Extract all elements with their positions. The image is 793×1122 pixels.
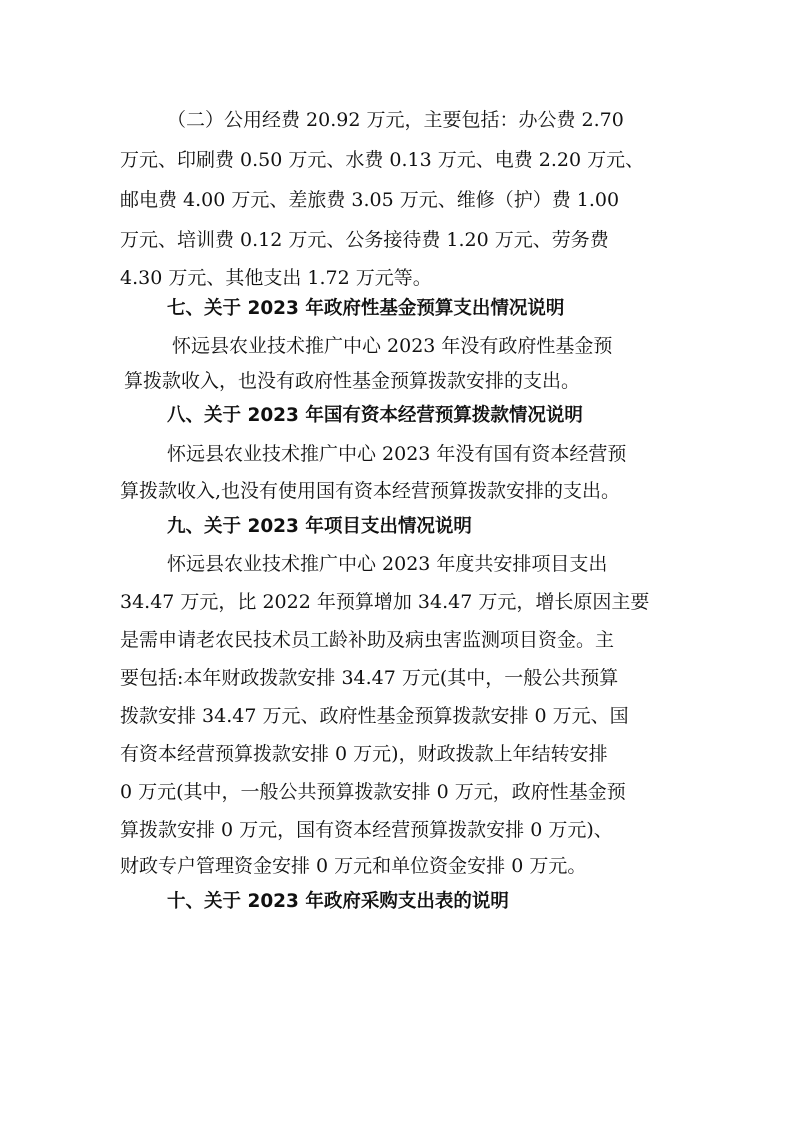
- paragraph-line: 34.47 万元，比 2022 年预算增加 34.47 万元，增长原因主要: [120, 591, 650, 613]
- paragraph-line: 财政专户管理资金安排 0 万元和单位资金安排 0 万元。: [120, 855, 587, 877]
- paragraph-line: 4.30 万元、其他支出 1.72 万元等。: [120, 267, 432, 289]
- paragraph-line: 万元、印刷费 0.50 万元、水费 0.13 万元、电费 2.20 万元、: [120, 149, 645, 171]
- section-heading-10: 十、关于 2023 年政府采购支出表的说明: [167, 891, 509, 912]
- paragraph-line: 算拨款收入,也没有使用国有资本经营预算拨款安排的支出。: [120, 480, 621, 502]
- section-heading-7: 七、关于 2023 年政府性基金预算支出情况说明: [167, 298, 565, 319]
- paragraph-line: 怀远县农业技术推广中心 2023 年没有国有资本经营预: [167, 443, 627, 465]
- paragraph-line: 0 万元(其中，一般公共预算拨款安排 0 万元，政府性基金预: [120, 781, 626, 803]
- paragraph-line: 算拨款安排 0 万元，国有资本经营预算拨款安排 0 万元)、: [120, 819, 613, 841]
- paragraph-line: 有资本经营预算拨款安排 0 万元)，财政拨款上年结转安排: [120, 743, 608, 765]
- paragraph-line: 邮电费 4.00 万元、差旅费 3.05 万元、维修（护）费 1.00: [120, 189, 620, 211]
- paragraph-line: 怀远县农业技术推广中心 2023 年没有政府性基金预: [172, 335, 613, 357]
- paragraph-line: （二）公用经费 20.92 万元，主要包括：办公费 2.70: [167, 109, 624, 131]
- paragraph-line: 拨款安排 34.47 万元、政府性基金预算拨款安排 0 万元、国: [120, 705, 629, 727]
- paragraph-line: 万元、培训费 0.12 万元、公务接待费 1.20 万元、劳务费: [120, 229, 609, 251]
- paragraph-line: 怀远县农业技术推广中心 2023 年度共安排项目支出: [167, 553, 608, 575]
- paragraph-line: 是需申请老农民技术员工龄补助及病虫害监测项目资金。主: [120, 629, 615, 651]
- section-heading-9: 九、关于 2023 年项目支出情况说明: [167, 516, 472, 537]
- paragraph-line: 算拨款收入，也没有政府性基金预算拨款安排的支出。: [124, 370, 581, 392]
- section-heading-8: 八、关于 2023 年国有资本经营预算拨款情况说明: [167, 405, 583, 426]
- paragraph-line: 要包括:本年财政拨款安排 34.47 万元(其中，一般公共预算: [120, 667, 619, 689]
